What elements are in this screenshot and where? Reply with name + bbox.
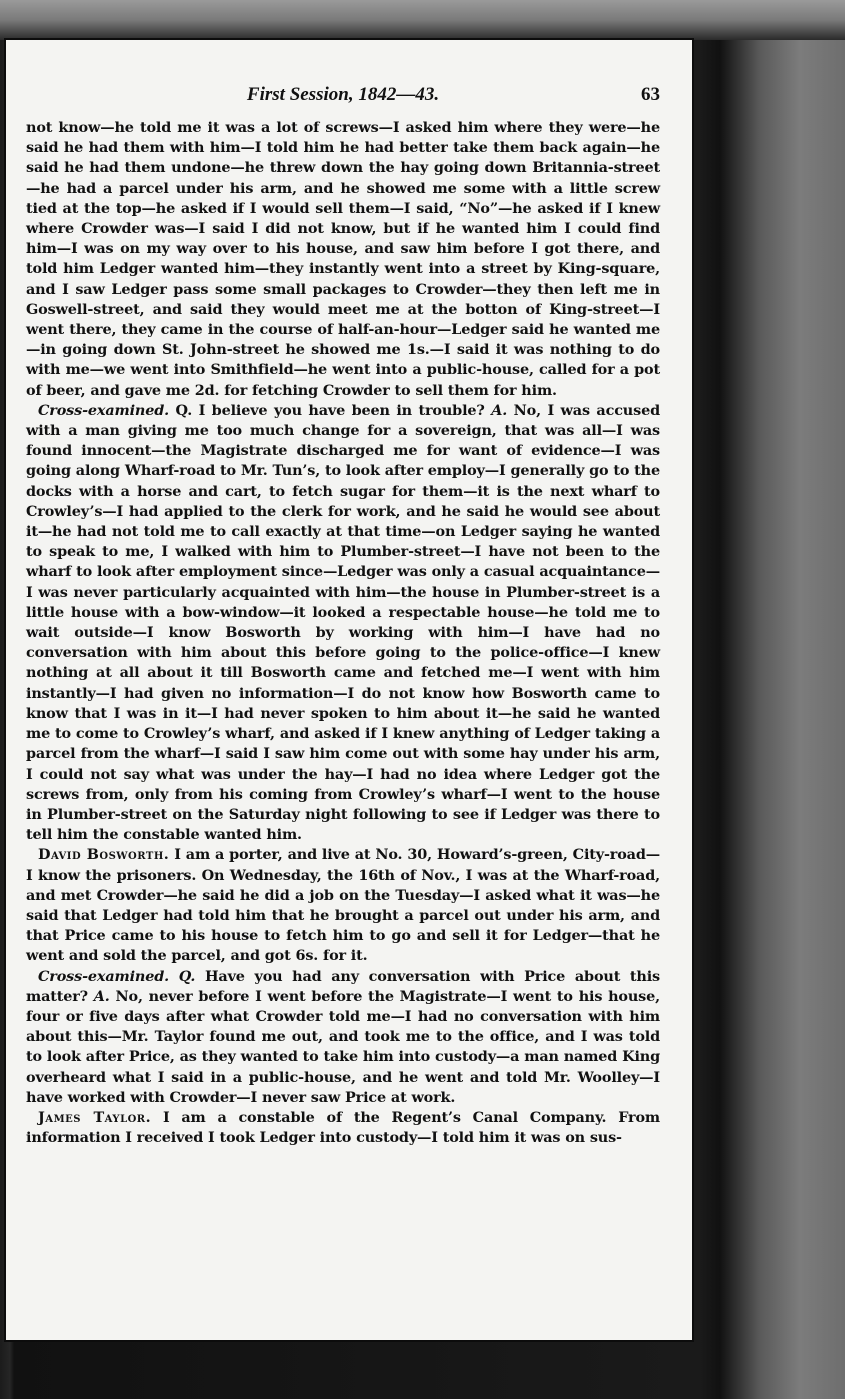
testimony-text: I am a porter, and live at No. 30, Howard’s-green, City-road—I know the prisoners. On Wednesday, the 16th of Nov., I was at the Wharf-road, and met Crowder—he said he did a job on the Tuesday—I asked what it was—he said that Ledger had told him that he brought a parcel out under his arm, and that Price came to his house to fetch him to go and sell it for Ledger—that he went and sold the parcel, and got 6s. for it.: [26, 846, 660, 965]
answer-text: No, I was accused with a man giving me too much change for a sovereign, that was all—I was found innocent—the Magistrate discharged me for want of evidence—I was going along Wharf-road to Mr. Tun’s, to look after employ—I generally go to the docks with a horse and cart, to fetch sugar for them—it is the next wharf to Crowley’s—I had applied to the clerk for work, and he said he would see about it—he had not told me to call exactly at that time—on Ledger saying he wanted to speak to me, I walked with him to Plumber-street—I have not been to the wharf to look after employment since—Ledger was only a casual acquaintance—I was never particularly acquainted with him—the house in Plumber-street is a little house with a bow-window—it looked a respectable house—he told me to wait outside—I know Bosworth by working with him—I have had no conversation with him about this before going to the police-office—I knew nothing at all about it till Bosworth came and fetched me—I went with him instantly—I had given no information—I do not know how Bosworth came to know that I was in it—I had never spoken to him about it—he said he wanted me to come to Crowley’s wharf, and asked if I knew anything of Ledger taking a parcel from the wharf—I said I saw him come out with some hay under his arm, I could not say what was under the hay—I had no idea where Ledger got the screws from, only from his coming from Crowley’s wharf—I went to the house in Plumber-street on the Saturday night following to see if Ledger was there to tell him the constable wanted him.: [26, 401, 660, 844]
answer-text: No, never before I went before the Magistrate—I went to his house, four or five days after what Crowder told me—I had no conversation with him about this—Mr. Taylor found me out, and took me to the office, and I was told to look after Price, as they wanted to take him into custody—a man named King overheard what I said in a public-house, and he went and told Mr. Woolley—I have worked with Crowder—I never saw Price at work.: [26, 987, 660, 1106]
cross-examined-label: Cross-examined.: [38, 967, 170, 985]
page-content: [26, 84, 660, 1148]
running-title: First Session, 1842—43.: [246, 84, 440, 105]
paragraph-testimony-bosworth: [26, 845, 660, 966]
speaker-name: David Bosworth.: [38, 846, 170, 864]
scan-top-edge: [0, 0, 845, 40]
paragraph-continuation: [26, 118, 660, 401]
answer-label: A.: [491, 401, 508, 419]
cross-examined-label: Cross-examined.: [38, 401, 170, 419]
question-label: Q.: [175, 401, 193, 419]
question-text: I believe you have been in trouble?: [198, 401, 485, 419]
paragraph-testimony-taylor: [26, 1108, 660, 1148]
answer-label: A.: [93, 987, 110, 1005]
paragraph-cross-examination-2: [26, 967, 660, 1108]
running-head: [26, 84, 660, 118]
question-text: Have you had any conversation with Price about this matter?: [26, 967, 660, 1005]
testimony-text: I am a constable of the Regent’s Canal Company. From information I received I took Ledger into custody—I told him it was on sus-: [26, 1108, 660, 1147]
book-page: [6, 40, 692, 1340]
question-label: Q.: [178, 967, 196, 985]
speaker-name: James Taylor.: [38, 1108, 152, 1126]
paragraph-cross-examination-1: [26, 401, 660, 845]
paragraph-text: not know—he told me it was a lot of screws—I asked him where they were—he said he had them with him—I told him he had better take them back again—he said he had them undone—he threw down the hay going down Britannia-street—he had a parcel under his arm, and he showed me some with a little screw tied at the top—he asked if I would sell them—I said, “No”—he asked if I knew where Crowder was—I said I did not know, but if he wanted him I could find him—I was on my way over to his house, and saw him before I got there, and told him Ledger wanted him—they instantly went into a street by King-square, and I saw Ledger pass some small packages to Crowder—they then left me in Goswell-street, and said they would meet me at the botton of King-street—I went there, they came in the course of half-an-hour—Ledger said he wanted me—in going down St. John-street he showed me 1s.—I said it was nothing to do with me—we went into Smithfield—he went into a public-house, called for a pot of beer, and gave me 2d. for fetching Crowder to sell them for him.: [26, 119, 660, 399]
page-number: 63: [641, 84, 660, 105]
